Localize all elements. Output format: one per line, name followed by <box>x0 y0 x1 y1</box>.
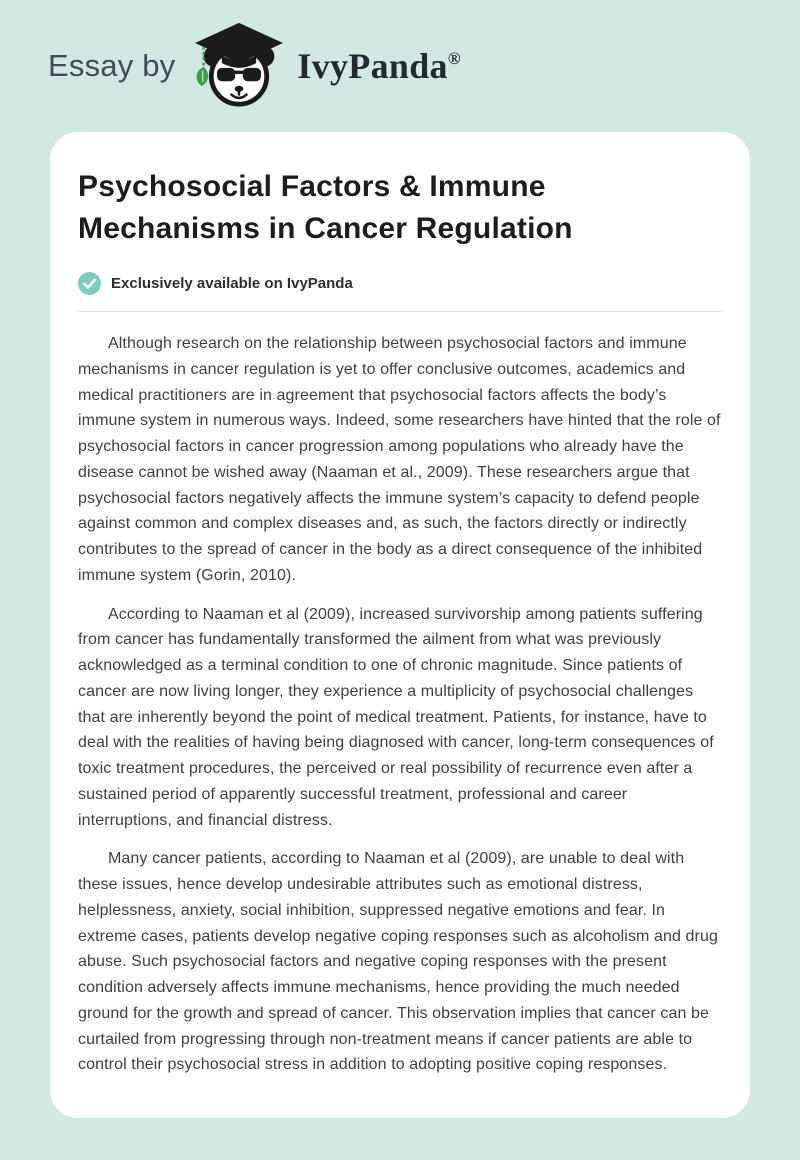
exclusive-badge-label: Exclusively available on IvyPanda <box>111 275 353 292</box>
exclusive-badge <box>78 272 722 295</box>
check-icon <box>78 272 101 295</box>
essay-paragraph-2: According to Naaman et al (2009), increased survivorship among patients suffering from cancer has fundamentally transformed the ailment from what was previously acknowledged as a terminal condition to one of chronic magnitude. Since patients of cancer are now living longer, they experience a multiplicity of psychosocial challenges that are inherently beyond the point of medical treatment. Patients, for instance, have to deal with the realities of having being diagnosed with cancer, long-term consequences of toxic treatment procedures, the perceived or real possibility of recurrence even after a sustained period of apparently successful treatment, professional and career interruptions, and financial distress. <box>78 605 714 829</box>
essay-title-line-1: Psychosocial Factors & Immune <box>78 170 546 203</box>
divider <box>78 311 722 312</box>
essay-title <box>78 166 722 250</box>
essay-paragraph-3: Many cancer patients, according to Naaman et al (2009), are unable to deal with these issues, hence develop undesirable attributes such as emotional distress, helplessness, anxiety, social inhibition, suppressed negative emotions and fear. In extreme cases, patients develop negative coping responses such as alcoholism and drug abuse. Such psychosocial factors and negative coping responses with the present condition adversely affects immune mechanisms, hence providing the much needed ground for the growth and spread of cancer. This observation implies that cancer can be curtailed from progressing through non-treatment means if cancer patients are able to control their psychosocial stress in addition to adopting positive coping responses. <box>78 850 718 1074</box>
essay-body <box>78 331 722 1078</box>
ivypanda-wordmark[interactable]: IvyPanda® <box>297 46 461 86</box>
essay-card <box>50 132 750 1118</box>
essay-title-line-2: Mechanisms in Cancer Regulation <box>78 212 573 245</box>
registered-trademark-symbol: ® <box>447 49 461 68</box>
essay-paragraph-1: Although research on the relationship between psychosocial factors and immune mechanisms in cancer regulation is yet to offer conclusive outcomes, academics and medical practitioners are in agreement that psychosocial factors affects the body’s immune system in numerous ways. Indeed, some researchers have hinted that the role of psychosocial factors in cancer progression among populations who already have the disease cannot be wished away (Naaman et al., 2009). These researchers argue that psychosocial factors negatively affects the immune system’s capacity to defend people against common and complex diseases and, as such, the factors directly or indirectly contributes to the spread of cancer in the body as a direct consequence of the inhibited immune system (Gorin, 2010). <box>78 335 721 584</box>
site-header <box>0 0 800 132</box>
ivypanda-panda-logo-icon[interactable] <box>191 21 287 112</box>
essay-by-label: Essay by <box>48 48 176 83</box>
